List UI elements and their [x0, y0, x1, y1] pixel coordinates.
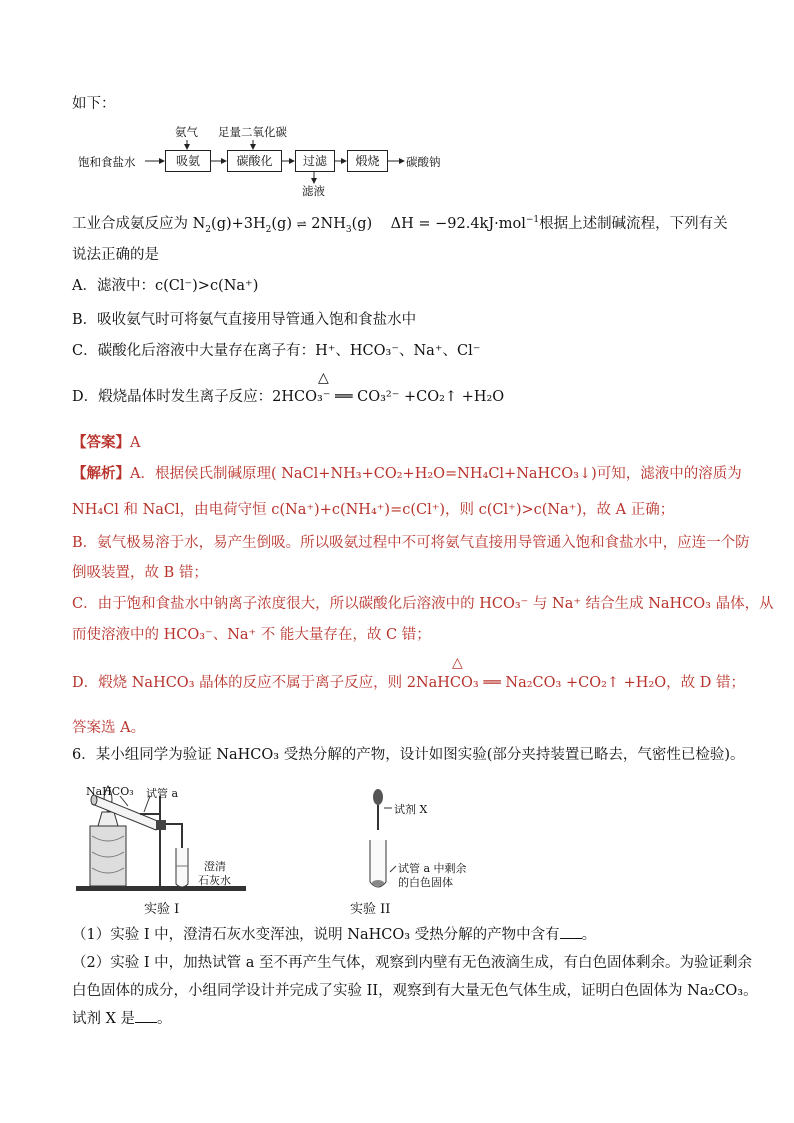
label-remaining-solid-2: 的白色固体	[398, 876, 453, 889]
q6-part-2-line1: （2）实验 I 中，加热试管 a 至不再产生气体，观察到内壁有无色液滴生成，有白色固体剩余。为验证剩余	[72, 955, 753, 971]
caption-experiment-2: 实验 II	[350, 902, 391, 917]
heat-triangle-icon-analysis: △	[452, 655, 463, 671]
heat-triangle-icon: △	[318, 370, 329, 386]
answer-blank-1[interactable]	[560, 926, 582, 939]
q5-analysis-b2: 倒吸装置，故 B 错；	[72, 565, 208, 581]
label-nahco3: NaHCO₃	[86, 785, 134, 798]
flow-end-label: 碳酸钠	[406, 155, 441, 169]
label-reagent-x: 试剂 X	[394, 803, 428, 816]
label-limewater-1: 澄清	[204, 860, 226, 873]
q5-option-a: A．滤液中：c(Cl⁻)>c(Na⁺)	[72, 278, 259, 294]
label-test-tube-a: 试管 a	[146, 787, 179, 800]
answer-blank-2[interactable]	[135, 1010, 157, 1023]
q5-analysis-d: D．煅烧 NaHCO₃ 晶体的反应不属于离子反应，则 2NaHCO₃ ══ Na₂CO₃ +CO₂↑ +H₂O，故 D 错；	[72, 675, 745, 691]
q5-option-d: D．煅烧晶体时发生离子反应：2HCO₃⁻ ══ CO₃²⁻ +CO₂↑ +H₂O	[72, 389, 505, 405]
flow-box-filtration: 过滤	[295, 150, 335, 172]
flow-input-co2: 足量二氧化碳	[218, 125, 287, 139]
q5-option-c: C．碳酸化后溶液中大量存在离子有：H⁺、HCO₃⁻、Na⁺、Cl⁻	[72, 343, 481, 359]
flow-output-filtrate: 滤液	[302, 184, 325, 198]
q6-stem: 6．某小组同学为验证 NaHCO₃ 受热分解的产物，设计如图实验(部分夹持装置已略去，气密性已检验)。	[72, 747, 745, 763]
flow-box-calcination: 煅烧	[347, 150, 388, 172]
equilibrium-arrow: ⇌	[296, 217, 307, 231]
q5-analysis-c1: C．由于饱和食盐水中钠离子浓度很大，所以碳酸化后溶液中的 HCO₃⁻ 与 Na⁺ 结合生成 NaHCO₃ 晶体，从	[72, 596, 774, 612]
intro-text: 如下：	[72, 96, 116, 112]
flow-input-ammonia: 氨气	[175, 125, 198, 139]
caption-experiment-1: 实验 I	[144, 902, 180, 917]
label-limewater-2: 石灰水	[198, 874, 231, 887]
q6-part-2-line3: 试剂 X 是 。	[72, 1011, 172, 1027]
flow-box-carbonation: 碳酸化	[227, 150, 282, 172]
q6-part-1: （1）实验 I 中，澄清石灰水变浑浊，说明 NaHCO₃ 受热分解的产物中含有 。	[72, 927, 597, 943]
q5-analysis-a1: 【解析】A．根据侯氏制碱原理( NaCl+NH₃+CO₂+H₂O=NH₄Cl+NaHCO₃↓)可知，滤液中的溶质为	[72, 465, 742, 482]
q5-analysis-c2: 而使溶液中的 HCO₃⁻、Na⁺ 不 能大量存在，故 C 错；	[72, 627, 431, 643]
q6-part-2-line2: 白色固体的成分，小组同学设计并完成了实验 II，观察到有大量无色气体生成，证明白色固体为 Na₂CO₃。	[72, 983, 758, 999]
flow-box-absorb-ammonia: 吸氨	[165, 150, 211, 172]
flow-start-label: 饱和食盐水	[78, 155, 136, 169]
label-remaining-solid-1: 试管 a 中剩余	[398, 862, 467, 875]
q5-option-b: B．吸收氨气时可将氨气直接用导管通入饱和食盐水中	[72, 312, 417, 328]
q5-answer: 【答案】A	[72, 434, 141, 451]
q5-stem-line1: 工业合成氨反应为 $N_2(g)+3H_2(g)$ ⇌ $2NH_3(g)$ ΔH = −92.4kJ·mol$^{-1}$根据上述制碱流程，下列有关	[72, 215, 728, 235]
q5-analysis-b1: B．氨气极易溶于水，易产生倒吸。所以吸氨过程中不可将氨气直接用导管通入饱和食盐水中，应连一个防	[72, 535, 750, 551]
q5-analysis-a2: NH₄Cl 和 NaCl，由电荷守恒 c(Na⁺)+c(NH₄⁺)=c(Cl⁺)，则 c(Cl⁺)>c(Na⁺)，故 A 正确；	[72, 502, 675, 518]
q5-stem-line2: 说法正确的是	[72, 247, 159, 263]
q5-conclusion: 答案选 A。	[72, 720, 146, 736]
